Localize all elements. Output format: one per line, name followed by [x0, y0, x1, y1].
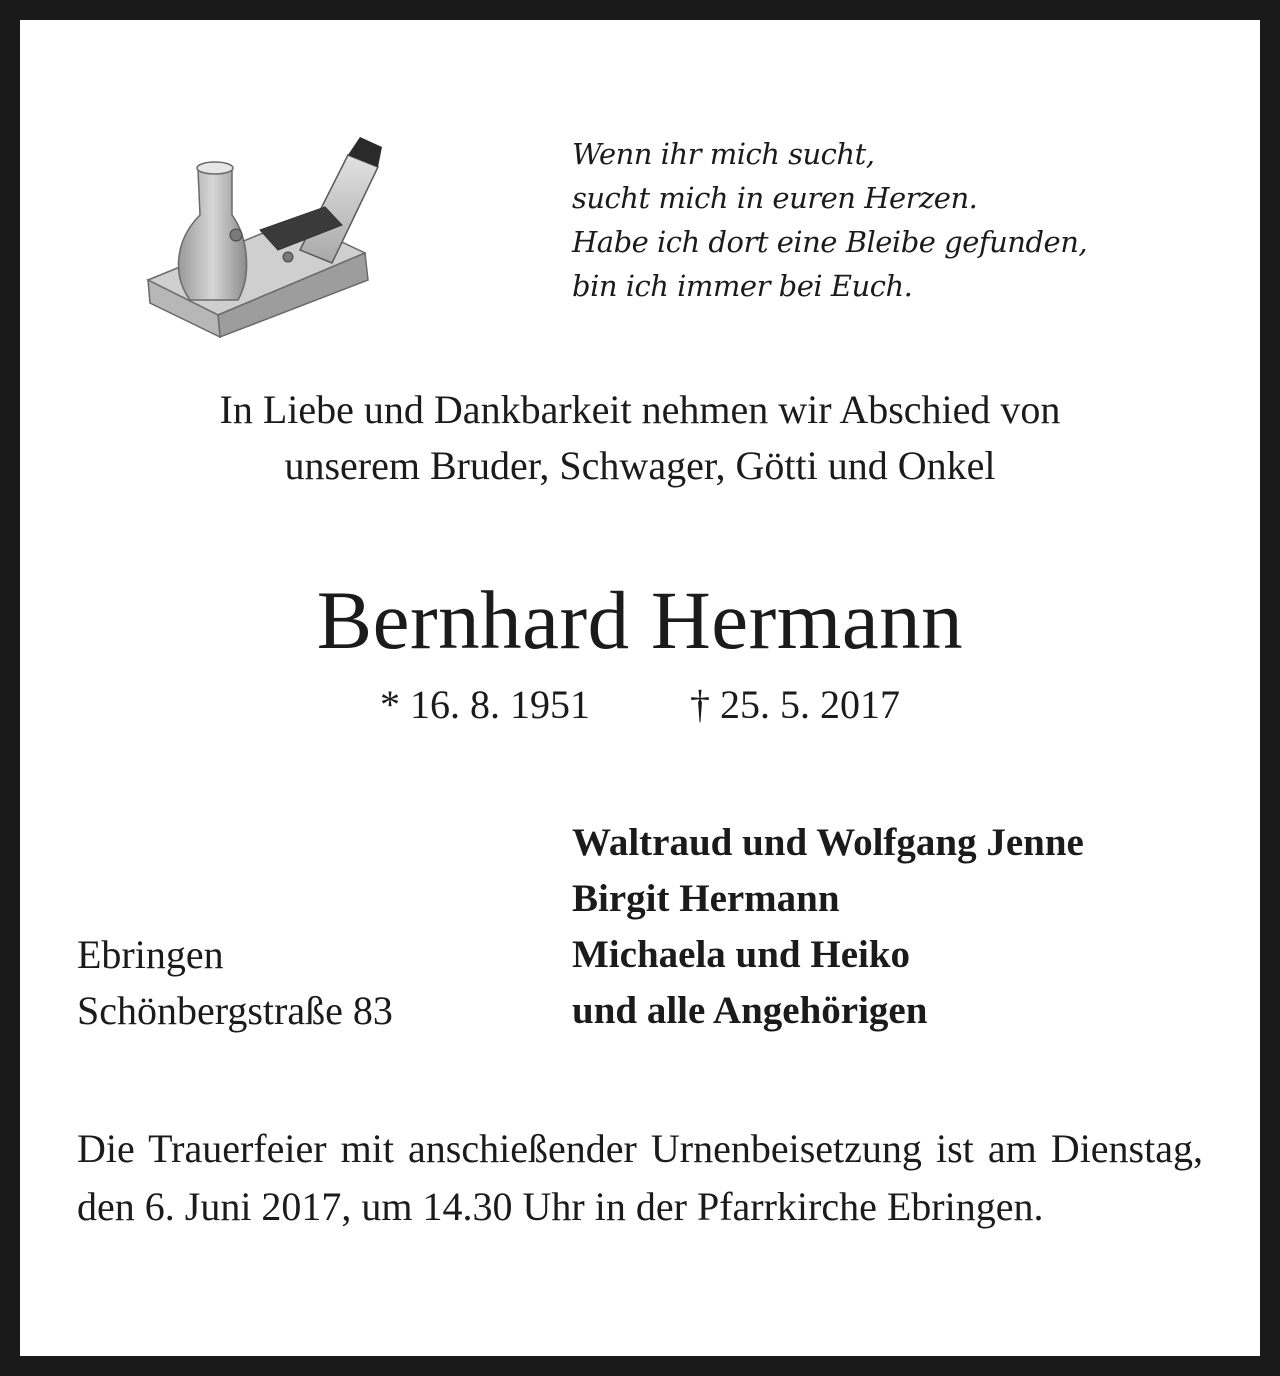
intro-text: [20, 382, 1260, 494]
address-place: Ebringen: [77, 932, 224, 977]
mourners-list: [572, 815, 1084, 1039]
address: [77, 927, 393, 1039]
mourner: Birgit Hermann: [572, 877, 840, 920]
address-street: Schönbergstraße 83: [77, 988, 393, 1033]
poem-line: Wenn ihr mich sucht,: [572, 137, 875, 171]
wood-plane-icon: [120, 75, 420, 345]
poem-line: Habe ich dort eine Bleibe gefunden,: [572, 225, 1088, 259]
mourner: Waltraud und Wolfgang Jenne: [572, 821, 1084, 864]
poem: [572, 132, 1087, 308]
life-dates: [20, 678, 1260, 732]
poem-line: sucht mich in euren Herzen.: [572, 181, 978, 215]
service-announcement: Die Trauerfeier mit anschießender Urnenbeisetzung ist am Dienstag, den 6. Juni 2017, um 14.30 Uhr in der Pfarrkirche Ebringen.: [77, 1126, 1203, 1229]
mourner: und alle Angehörigen: [572, 989, 928, 1032]
deceased-name: Bernhard Hermann: [316, 574, 964, 666]
obituary-card: [20, 20, 1260, 1356]
intro-line-1: In Liebe und Dankbarkeit nehmen wir Abschied von: [219, 387, 1061, 432]
poem-line: bin ich immer bei Euch.: [572, 269, 913, 303]
death-date: † 25. 5. 2017: [690, 682, 900, 727]
intro-line-2: unserem Bruder, Schwager, Götti und Onkel: [284, 443, 996, 488]
mourner: Michaela und Heiko: [572, 933, 911, 976]
birth-date: * 16. 8. 1951: [380, 682, 590, 727]
